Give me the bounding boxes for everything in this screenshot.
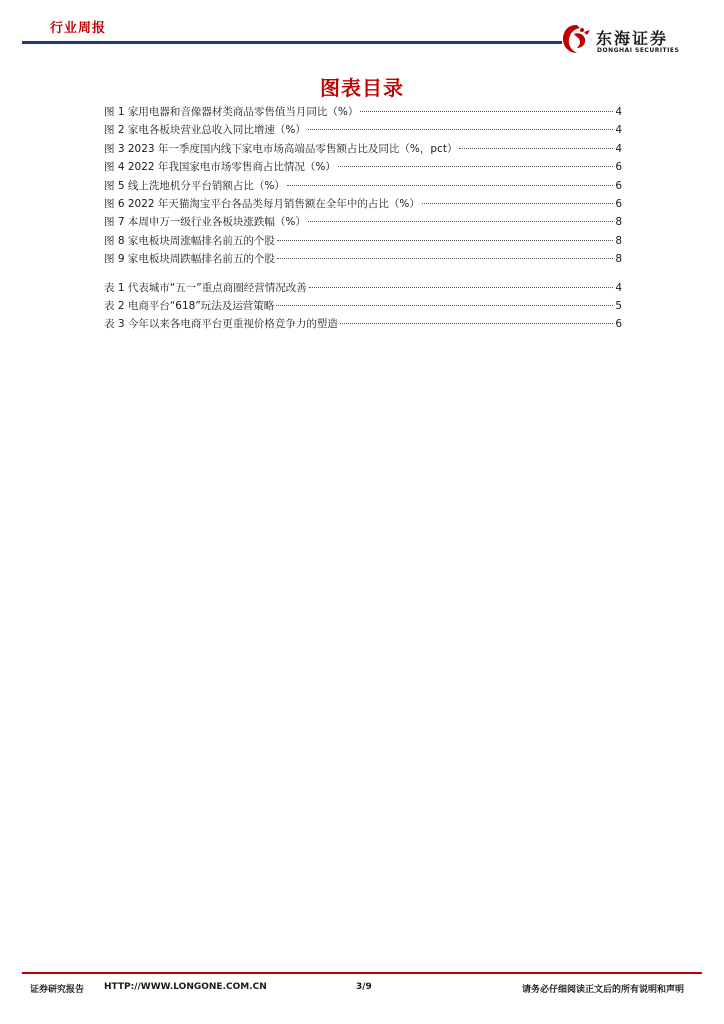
dragon-logo-icon (560, 22, 592, 56)
dot-leader (459, 148, 613, 149)
toc-entry-page: 4 (615, 142, 622, 155)
dot-leader (276, 305, 613, 306)
toc-entry-table-3[interactable] (104, 315, 622, 333)
toc-entry-page: 5 (615, 299, 622, 312)
toc-entry-page: 4 (615, 281, 622, 294)
dot-leader (277, 240, 613, 241)
dot-leader (338, 166, 613, 167)
toc-entry-page: 8 (615, 234, 622, 247)
page-number: 3/9 (356, 982, 372, 992)
toc-entry-page: 4 (615, 124, 622, 137)
toc-entry-page: 6 (615, 161, 622, 174)
toc-entry-label: 图 9 家电板块周跌幅排名前五的个股 (104, 253, 275, 266)
toc-entry-page: 8 (615, 216, 622, 229)
toc-entry-page: 6 (615, 318, 622, 331)
toc-entry-figure-5[interactable] (104, 177, 622, 195)
dot-leader (360, 111, 613, 112)
toc-entry-figure-9[interactable] (104, 250, 622, 268)
toc-entry-label: 图 2 家电各板块营业总收入同比增速（%） (104, 124, 306, 137)
toc-list (104, 103, 622, 334)
dot-leader (308, 129, 613, 130)
dot-leader (308, 221, 613, 222)
logo-english-text: DONGHAI SECURITIES (597, 47, 680, 54)
toc-entry-figure-4[interactable] (104, 158, 622, 176)
report-type-label: 行业周报 (50, 21, 107, 36)
toc-entry-label: 图 4 2022 年我国家电市场零售商占比情况（%） (104, 161, 336, 174)
header-divider (22, 41, 562, 44)
toc-entry-label: 表 3 今年以来各电商平台更重视价格竞争力的塑造 (104, 318, 338, 331)
toc-entry-page: 8 (615, 253, 622, 266)
dot-leader (340, 323, 613, 324)
toc-entry-figure-7[interactable] (104, 213, 622, 231)
footer-divider (22, 972, 702, 974)
toc-entry-table-2[interactable] (104, 297, 622, 315)
toc-entry-figure-1[interactable] (104, 103, 622, 121)
toc-entry-page: 6 (615, 179, 622, 192)
toc-entry-label: 图 5 线上洗地机分平台销额占比（%） (104, 179, 285, 192)
toc-entry-label: 图 3 2023 年一季度国内线下家电市场高端品零售额占比及同比（%，pct） (104, 142, 458, 155)
footer-report-type: 证券研究报告 (30, 985, 85, 995)
logo-chinese-text: 东海证券 (596, 29, 669, 48)
dot-leader (287, 185, 613, 186)
toc-entry-label: 图 1 家用电器和音像器材类商品零售值当月同比（%） (104, 106, 359, 118)
footer-disclaimer: 请务必仔细阅读正文后的所有说明和声明 (522, 985, 685, 995)
toc-entry-figure-3[interactable] (104, 140, 622, 158)
dot-leader (277, 258, 613, 259)
toc-entry-table-1[interactable] (104, 279, 622, 297)
toc-entry-label: 图 6 2022 年天猫淘宝平台各品类每月销售额在全年中的占比（%） (104, 197, 420, 210)
toc-section-gap (104, 269, 622, 279)
toc-entry-label: 表 2 电商平台“618”玩法及运营策略 (104, 299, 275, 312)
toc-entry-label: 表 1 代表城市“五一”重点商圈经营情况改善 (104, 281, 307, 294)
toc-entry-figure-6[interactable] (104, 195, 622, 213)
toc-entry-figure-2[interactable] (104, 121, 622, 139)
company-logo (560, 22, 700, 62)
toc-entry-page: 6 (615, 197, 622, 210)
dot-leader (422, 203, 613, 204)
toc-title: 图表目录 (320, 76, 404, 100)
dot-leader (309, 287, 614, 288)
toc-entry-label: 图 8 家电板块周涨幅排名前五的个股 (104, 234, 275, 247)
toc-entry-figure-8[interactable] (104, 232, 622, 250)
toc-entry-page: 4 (615, 106, 622, 118)
toc-entry-label: 图 7 本周申万一级行业各板块涨跌幅（%） (104, 216, 306, 229)
footer-website-link[interactable]: HTTP://WWW.LONGONE.COM.CN (104, 982, 267, 992)
